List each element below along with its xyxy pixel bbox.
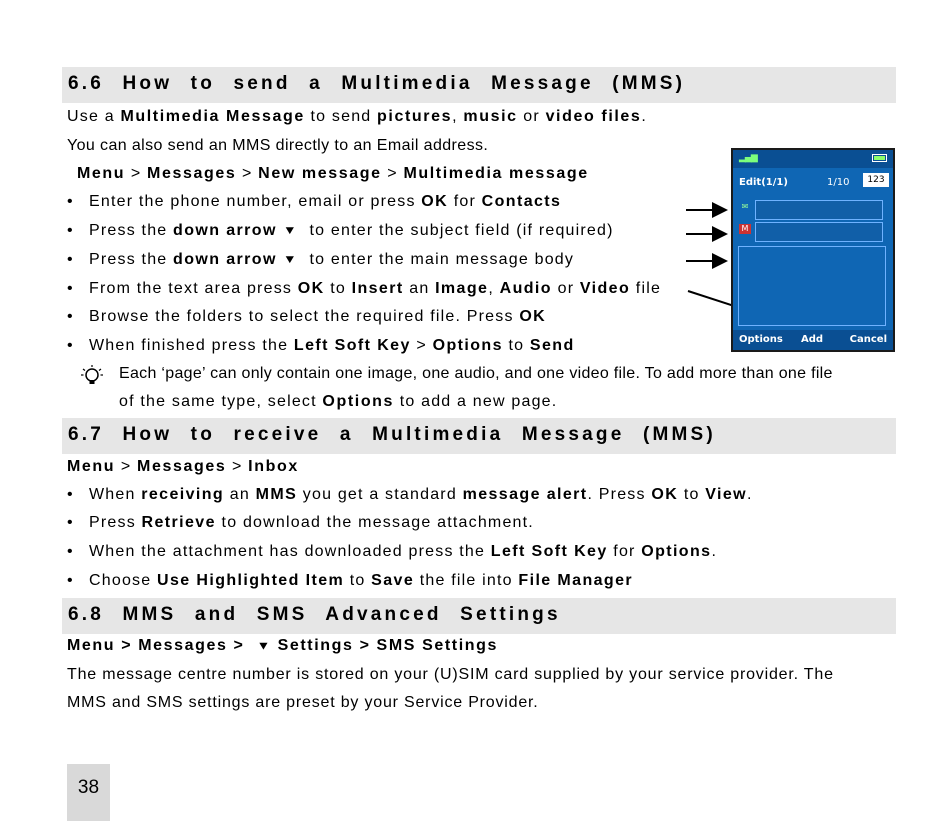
down-triangle-icon: ▼ xyxy=(282,252,298,266)
bullet-dot: • xyxy=(67,280,73,297)
bullet-dot: • xyxy=(67,222,73,239)
bullet-6-7-4: Choose Use Highlighted Item to Save the file into File Manager xyxy=(89,572,634,589)
bullet-dot: • xyxy=(67,514,73,531)
bullet-6-6-6: When finished press the Left Soft Key > Options to Send xyxy=(89,337,575,354)
input-mode-badge: 123 xyxy=(863,173,889,187)
menu-path-6-6: Menu > Messages > New message > Multimedia message xyxy=(77,165,589,182)
bullet-6-6-3: Press the down arrow ▼ to enter the main message body xyxy=(89,251,575,268)
battery-icon xyxy=(872,154,887,162)
bullet-6-7-3: When the attachment has downloaded press the Left Soft Key for Options. xyxy=(89,543,718,560)
bullet-6-7-1: When receiving an MMS you get a standard message alert. Press OK to View. xyxy=(89,486,753,503)
subject-field xyxy=(755,200,883,220)
bullet-dot: • xyxy=(67,572,73,589)
softkey-cancel: Cancel xyxy=(849,334,887,345)
bullet-6-6-5: Browse the folders to select the required file. Press OK xyxy=(89,308,547,325)
softkey-options: Options xyxy=(739,334,783,345)
bullet-6-6-4: From the text area press OK to Insert an Image, Audio or Video file xyxy=(89,280,662,297)
bullet-6-6-2: Press the down arrow ▼ to enter the subject field (if required) xyxy=(89,222,614,239)
down-triangle-icon: ▼ xyxy=(256,638,272,652)
bullet-dot: • xyxy=(67,337,73,354)
note-line-2: of the same type, select Options to add a new page. xyxy=(119,393,558,410)
phone-title: Edit(1/1) xyxy=(739,177,788,188)
intro-line-2: You can also send an MMS directly to an Email address. xyxy=(67,137,489,154)
bullet-dot: • xyxy=(67,251,73,268)
menu-path-6-8: Menu > Messages > ▼ Settings > SMS Settings xyxy=(67,637,498,654)
down-triangle-icon: ▼ xyxy=(282,223,298,237)
lightbulb-icon xyxy=(80,364,104,388)
signal-icon: ▂▄▆ xyxy=(739,153,757,163)
bullet-6-6-1: Enter the phone number, email or press OK for Contacts xyxy=(89,193,562,210)
message-body-field xyxy=(738,246,886,326)
section-6-8-title: 6.8 MMS and SMS Advanced Settings xyxy=(68,604,561,625)
subject-icon: ✉ xyxy=(741,202,749,211)
bullet-6-7-2: Press Retrieve to download the message attachment. xyxy=(89,514,534,531)
phone-count: 1/10 xyxy=(827,177,850,188)
bullet-dot: • xyxy=(67,486,73,503)
note-line-1: Each ‘page’ can only contain one image, one audio, and one video file. To add more than one file xyxy=(119,365,833,382)
settings-para-1: The message centre number is stored on your (U)SIM card supplied by your service provider. The xyxy=(67,666,834,683)
section-6-6-title: 6.6 How to send a Multimedia Message (MMS) xyxy=(68,73,686,94)
settings-para-2: MMS and SMS settings are preset by your Service Provider. xyxy=(67,694,539,711)
phone-screenshot xyxy=(731,148,895,352)
menu-path-6-7: Menu > Messages > Inbox xyxy=(67,458,299,475)
recipient-field xyxy=(755,222,883,242)
intro-line-1: Use a Multimedia Message to send pictures, music or video files. xyxy=(67,108,648,125)
softkey-add: Add xyxy=(801,334,824,345)
phone-softkeys xyxy=(733,330,893,350)
page-number: 38 xyxy=(67,764,110,821)
bullet-dot: • xyxy=(67,193,73,210)
phone-status-bar xyxy=(733,150,893,168)
bullet-dot: • xyxy=(67,543,73,560)
bullet-dot: • xyxy=(67,308,73,325)
recipient-icon: M xyxy=(739,224,751,234)
section-6-7-title: 6.7 How to receive a Multimedia Message (MMS) xyxy=(68,424,716,445)
